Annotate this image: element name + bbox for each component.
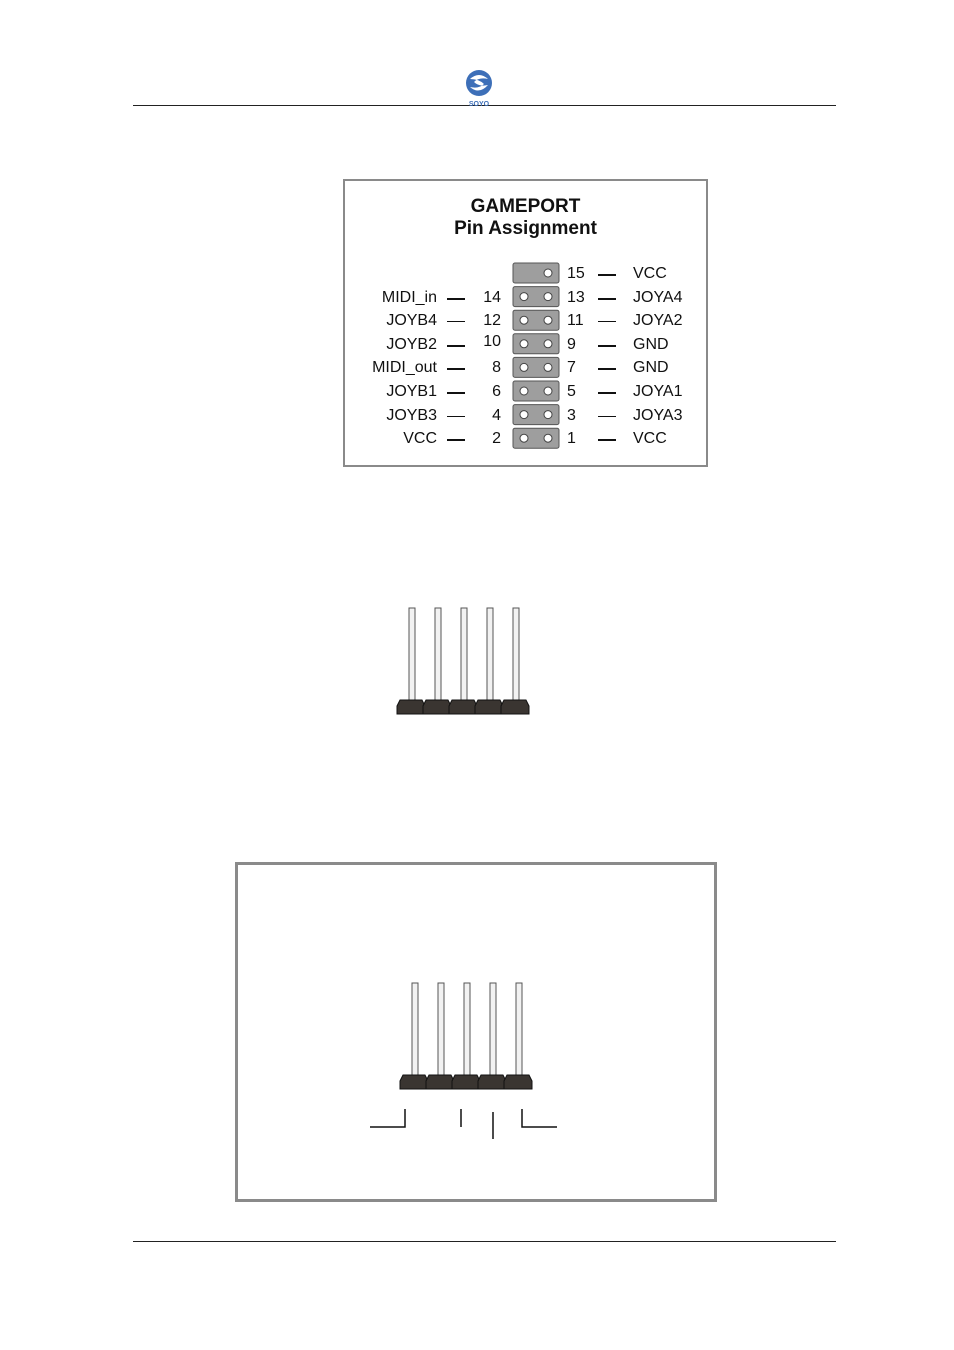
soyo-logo bbox=[461, 68, 497, 108]
gameport-pin-diagram bbox=[343, 179, 708, 467]
pin-hole bbox=[520, 340, 528, 348]
pin-hole bbox=[544, 316, 552, 324]
header-base-block bbox=[475, 700, 503, 714]
right-signal-label: GND bbox=[633, 335, 669, 353]
pin-hole bbox=[520, 411, 528, 419]
left-lead-line bbox=[447, 345, 465, 347]
left-signal-label: JOYB3 bbox=[386, 406, 437, 424]
header-base-block bbox=[397, 700, 425, 714]
right-signal-label: JOYA4 bbox=[633, 288, 683, 306]
left-pin-number: 4 bbox=[492, 406, 501, 424]
right-signal-label: VCC bbox=[633, 430, 667, 448]
pin-hole bbox=[520, 387, 528, 395]
header-pin bbox=[513, 608, 519, 700]
right-lead-line bbox=[598, 274, 616, 276]
header-pin bbox=[487, 608, 493, 700]
left-pin-number: 2 bbox=[492, 430, 501, 448]
right-pin-number: 3 bbox=[567, 406, 576, 424]
right-signal-label: VCC bbox=[633, 265, 667, 282]
right-lead-line bbox=[598, 439, 616, 441]
left-lead-line bbox=[447, 298, 465, 300]
header-pin bbox=[461, 608, 467, 700]
right-signal-label: GND bbox=[633, 359, 669, 377]
pin-hole bbox=[544, 293, 552, 301]
right-lead-line bbox=[598, 392, 616, 394]
left-signal-label: VCC bbox=[403, 430, 437, 448]
right-pin-number: 13 bbox=[567, 288, 585, 306]
gameport-title: GAMEPORT bbox=[470, 196, 581, 217]
header-base-block bbox=[501, 700, 529, 714]
left-pin-number: 14 bbox=[483, 288, 501, 306]
left-signal-label: MIDI_in bbox=[381, 288, 437, 306]
pin-hole bbox=[544, 411, 552, 419]
right-lead-line bbox=[598, 416, 616, 417]
left-lead-line bbox=[447, 392, 465, 394]
left-pin-number: 6 bbox=[492, 383, 501, 400]
right-lead-line bbox=[598, 321, 616, 322]
header-base-block bbox=[423, 700, 451, 714]
pin-hole bbox=[544, 434, 552, 442]
pin-hole bbox=[520, 363, 528, 371]
right-lead-line bbox=[598, 345, 616, 347]
right-pin-number: 9 bbox=[567, 335, 576, 353]
left-pin-number: 12 bbox=[483, 312, 501, 330]
cd-in-header-image bbox=[395, 600, 545, 720]
header-pin bbox=[409, 608, 415, 700]
pin-hole bbox=[544, 269, 552, 277]
left-signal-label: JOYB1 bbox=[386, 383, 437, 400]
left-signal-label: MIDI_out bbox=[372, 359, 437, 377]
left-lead-line bbox=[447, 439, 465, 441]
left-pin-number: 8 bbox=[492, 359, 501, 377]
left-signal-label: JOYB4 bbox=[386, 312, 437, 330]
right-lead-line bbox=[598, 368, 616, 370]
right-signal-label: JOYA2 bbox=[633, 312, 683, 330]
right-pin-number: 7 bbox=[567, 359, 576, 377]
right-signal-label: JOYA3 bbox=[633, 406, 683, 424]
right-pin-number: 1 bbox=[567, 430, 576, 448]
left-signal-label: JOYB2 bbox=[386, 335, 437, 353]
left-lead-line bbox=[447, 368, 465, 370]
pin-brackets bbox=[235, 862, 717, 1202]
pin-hole bbox=[520, 434, 528, 442]
pin-hole bbox=[544, 387, 552, 395]
pin-hole bbox=[544, 363, 552, 371]
left-lead-line bbox=[447, 416, 465, 417]
right-pin-number: 15 bbox=[567, 265, 585, 282]
header-pin bbox=[435, 608, 441, 700]
cd-connector-box bbox=[235, 862, 717, 1202]
right-pin-number: 5 bbox=[567, 383, 576, 400]
footer-rule bbox=[133, 1241, 836, 1242]
pin-assignment-title: Pin Assignment bbox=[454, 218, 597, 239]
header-base-block bbox=[449, 700, 477, 714]
right-signal-label: JOYA1 bbox=[633, 383, 683, 400]
pin-hole bbox=[544, 340, 552, 348]
left-pin-number: 10 bbox=[483, 332, 501, 350]
pin-header-icon bbox=[395, 600, 545, 720]
logo-text: SOYO bbox=[468, 101, 490, 108]
right-lead-line bbox=[598, 298, 616, 300]
left-lead-line bbox=[447, 321, 465, 322]
pin-hole bbox=[520, 293, 528, 301]
right-pin-number: 11 bbox=[567, 312, 584, 330]
pin-hole bbox=[520, 316, 528, 324]
